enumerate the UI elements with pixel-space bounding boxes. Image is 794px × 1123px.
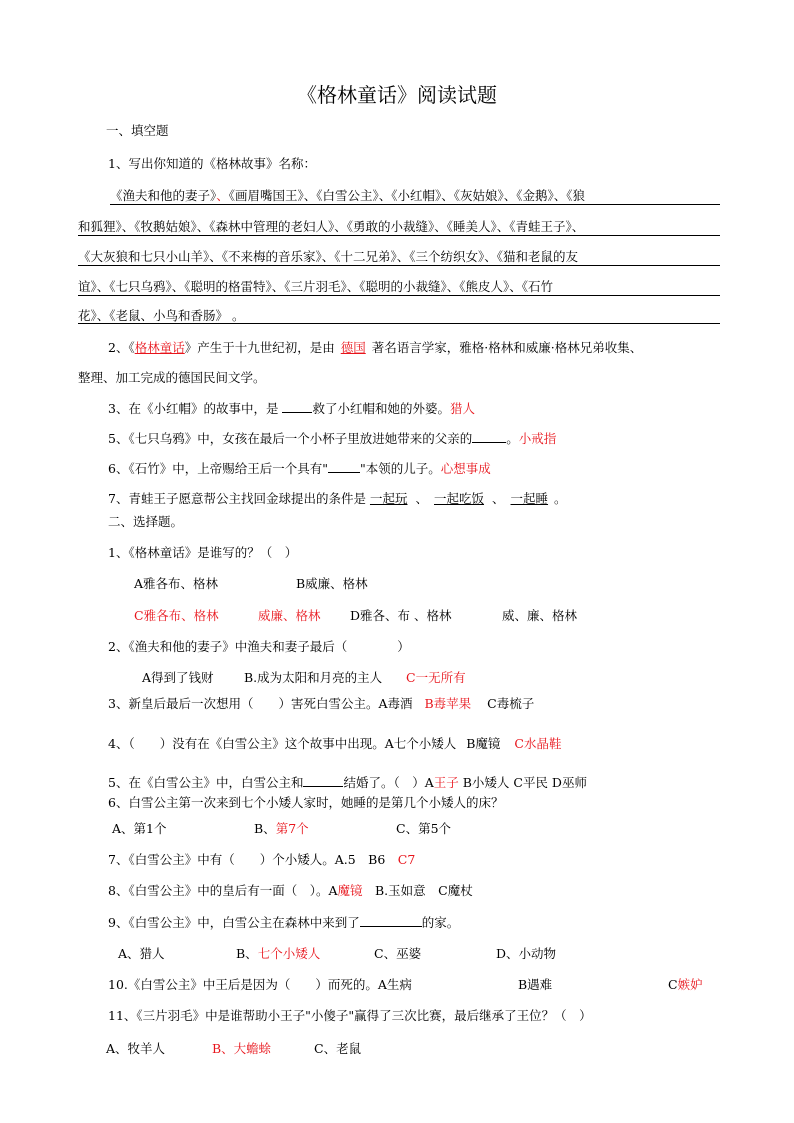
c1-option-c: C雅各布、格林	[134, 608, 219, 623]
q3-blank	[282, 400, 312, 413]
q3-text-b: 救了小红帽和她的外婆。	[312, 401, 450, 416]
c11-prompt: 11、《三片羽毛》中是谁帮助小王子"小傻子"赢得了三次比赛，最后继承了王位？（ ）	[108, 1008, 592, 1023]
q7	[108, 491, 567, 507]
c3-option-b: B毒苹果	[424, 696, 472, 711]
c9-option-d: D、小动物	[496, 946, 557, 961]
q5-answer: 小戒指	[518, 431, 557, 446]
c8-post: B.玉如意 C魔杖	[362, 883, 473, 898]
section-fill-in: 一、填空题	[106, 123, 169, 138]
c10-option-b: B遇难	[518, 977, 553, 992]
q3-answer: 猎人	[449, 401, 475, 416]
c7-prompt: 7、《白雪公主》中有（ ）个小矮人。A.5 B6	[108, 852, 398, 867]
c2-prompt: 2、《渔夫和他的妻子》中渔夫和妻子最后（ ）	[108, 639, 410, 654]
c9-post: 的家。	[421, 915, 460, 930]
c4-option-c: C水晶鞋	[514, 736, 562, 751]
q6-text-a: 6、《石竹》中，上帝赐给王后一个具有"	[108, 461, 328, 476]
c3	[108, 696, 534, 712]
c2-option-c: C一无所有	[406, 670, 466, 685]
c1-option-b: B威廉、格林	[296, 576, 368, 591]
q2-line-2: 整理、加工完成的德国民间文学。	[78, 370, 266, 385]
q1-underline-3	[78, 265, 720, 266]
c7	[108, 852, 415, 868]
c1-option-d-cont: 威、廉、格林	[502, 608, 578, 623]
c7-answer: C7	[397, 852, 416, 867]
c5-text-c: B小矮人 C平民 D巫师	[458, 775, 587, 790]
c5-text-a: 5、在《白雪公主》中，白雪公主和	[108, 775, 304, 790]
c9-option-c: C、巫婆	[374, 946, 422, 961]
q7-answer-3: 一起睡	[510, 491, 549, 506]
q6-answer: 心想事成	[440, 461, 491, 476]
q1-underline-5	[78, 323, 720, 324]
q1-answer-line-2: 和狐狸》、《牧鹅姑娘》、《森林中管理的老妇人》、《勇敢的小裁缝》、《睡美人》、《青蛙王子》、	[78, 219, 585, 234]
q6-text-b: "本领的儿子。	[359, 461, 441, 476]
q2-line-1	[108, 340, 642, 356]
page-title: 《格林童话》阅读试题	[297, 83, 497, 107]
c6-option-b	[254, 821, 309, 837]
c10-option-c	[668, 977, 703, 993]
c9-option-b-label: B、	[236, 946, 258, 961]
c4-prompt: 4、（ ）没有在《白雪公主》这个故事中出现。A七个小矮人	[108, 736, 457, 751]
c6-option-a: A、第1个	[112, 821, 167, 836]
c10-option-c-label: C	[668, 977, 678, 992]
c9-answer: 七个小矮人	[257, 946, 321, 961]
c6-option-c: C、第5个	[396, 821, 452, 836]
c5-text-b: 结婚了。（ ）A	[343, 775, 434, 790]
q2-text-a: 2、《	[108, 340, 135, 355]
q2-text-c: 著名语言学家，雅格·格林和威廉·格林兄弟收集、	[371, 340, 643, 355]
c6-prompt: 6、白雪公主第一次来到七个小矮人家时，她睡的是第几个小矮人的床？	[108, 795, 504, 810]
c1-option-d: D雅各、布 、格林	[350, 608, 452, 623]
c3-option-c: C毒梳子	[487, 696, 535, 711]
c9-blank	[360, 914, 422, 927]
q1-answer-first: 《渔夫和他的妻子》	[110, 188, 217, 203]
c9-prompt: 9、《白雪公主》中，白雪公主在森林中来到了	[108, 915, 360, 930]
c2-option-a: A得到了钱财	[142, 670, 214, 685]
c9	[108, 914, 459, 931]
q7-text-a: 7、青蛙王子愿意帮公主找回金球提出的条件是	[108, 491, 366, 506]
q2-text-b: 》产生于十九世纪初，是由	[184, 340, 335, 355]
c9-option-b	[236, 946, 320, 962]
c10-answer: 嫉妒	[677, 977, 703, 992]
c8	[108, 883, 473, 899]
c11-option-b: B、大蟾蜍	[212, 1041, 272, 1056]
c6-answer: 第7个	[275, 821, 309, 836]
q7-sep-2: 、	[492, 491, 505, 506]
q1-answer-line-5: 花》、《老鼠、小鸟和香肠》 。	[78, 308, 245, 323]
c2-option-b: B.成为太阳和月亮的主人	[244, 670, 383, 685]
c11-option-a: A、牧羊人	[106, 1041, 166, 1056]
q7-sep-1: 、	[415, 491, 428, 506]
q7-answer-2: 一起吃饭	[434, 491, 485, 506]
q6-blank	[328, 460, 360, 473]
q2-answer-country: 德国	[340, 340, 366, 355]
c6-option-b-label: B、	[254, 821, 276, 836]
q5	[108, 430, 556, 447]
q1-answer-sep: 、	[216, 188, 229, 203]
q5-text-a: 5、《七只乌鸦》中，女孩在最后一个小杯子里放进她带来的父亲的	[108, 431, 473, 446]
q1-underline-1	[110, 204, 720, 205]
c4-option-b: B魔镜	[466, 736, 501, 751]
q1-underline-2	[78, 235, 720, 236]
c11-option-c: C、老鼠	[314, 1041, 362, 1056]
c1-prompt: 1、《格林童话》是谁写的？（ ）	[108, 545, 298, 560]
c8-answer: 魔镜	[337, 883, 363, 898]
c5	[108, 774, 587, 791]
q6	[108, 460, 491, 477]
q3	[108, 400, 475, 417]
q7-answer-1: 一起玩	[369, 491, 408, 506]
q1-answer-rest: 《画眉嘴国王》、《白雪公主》、《小红帽》、《灰姑娘》、《金鹅》、《狼	[228, 188, 586, 203]
c9-option-a: A、猎人	[118, 946, 165, 961]
c1-option-c-cont: 威廉、格林	[258, 608, 321, 623]
section-multiple-choice: 二、选择题。	[108, 514, 184, 529]
q5-blank	[472, 430, 506, 443]
c1-option-a: A雅各布、格林	[134, 576, 219, 591]
q1-answer-line-3: 《大灰狼和七只小山羊》、《不来梅的音乐家》、《十二兄弟》、《三个纺织女》、《猫和老鼠的友	[78, 249, 579, 264]
q3-text-a: 3、在《小红帽》的故事中，是	[108, 401, 283, 416]
q1-underline-4	[78, 295, 720, 296]
c3-prompt: 3、新皇后最后一次想用（ ）害死白雪公主。A毒酒	[108, 696, 413, 711]
q7-end: 。	[554, 491, 567, 506]
c10-prompt: 10.《白雪公主》中王后是因为（ ）而死的。A生病	[108, 977, 412, 992]
q2-answer-book: 格林童话	[134, 340, 185, 355]
c5-blank	[303, 774, 343, 787]
q1-answer-line-1	[110, 188, 585, 204]
q1-prompt: 1、写出你知道的《格林故事》名称：	[108, 156, 316, 171]
c5-answer: 王子	[433, 775, 459, 790]
q5-text-b: 。	[506, 431, 519, 446]
c4	[108, 736, 562, 752]
c8-prompt: 8、《白雪公主》中的皇后有一面（ ）。A	[108, 883, 338, 898]
q1-answer-line-4: 谊》、《七只乌鸦》、《聪明的格雷特》、《三片羽毛》、《聪明的小裁缝》、《熊皮人》、《石竹	[78, 279, 554, 294]
